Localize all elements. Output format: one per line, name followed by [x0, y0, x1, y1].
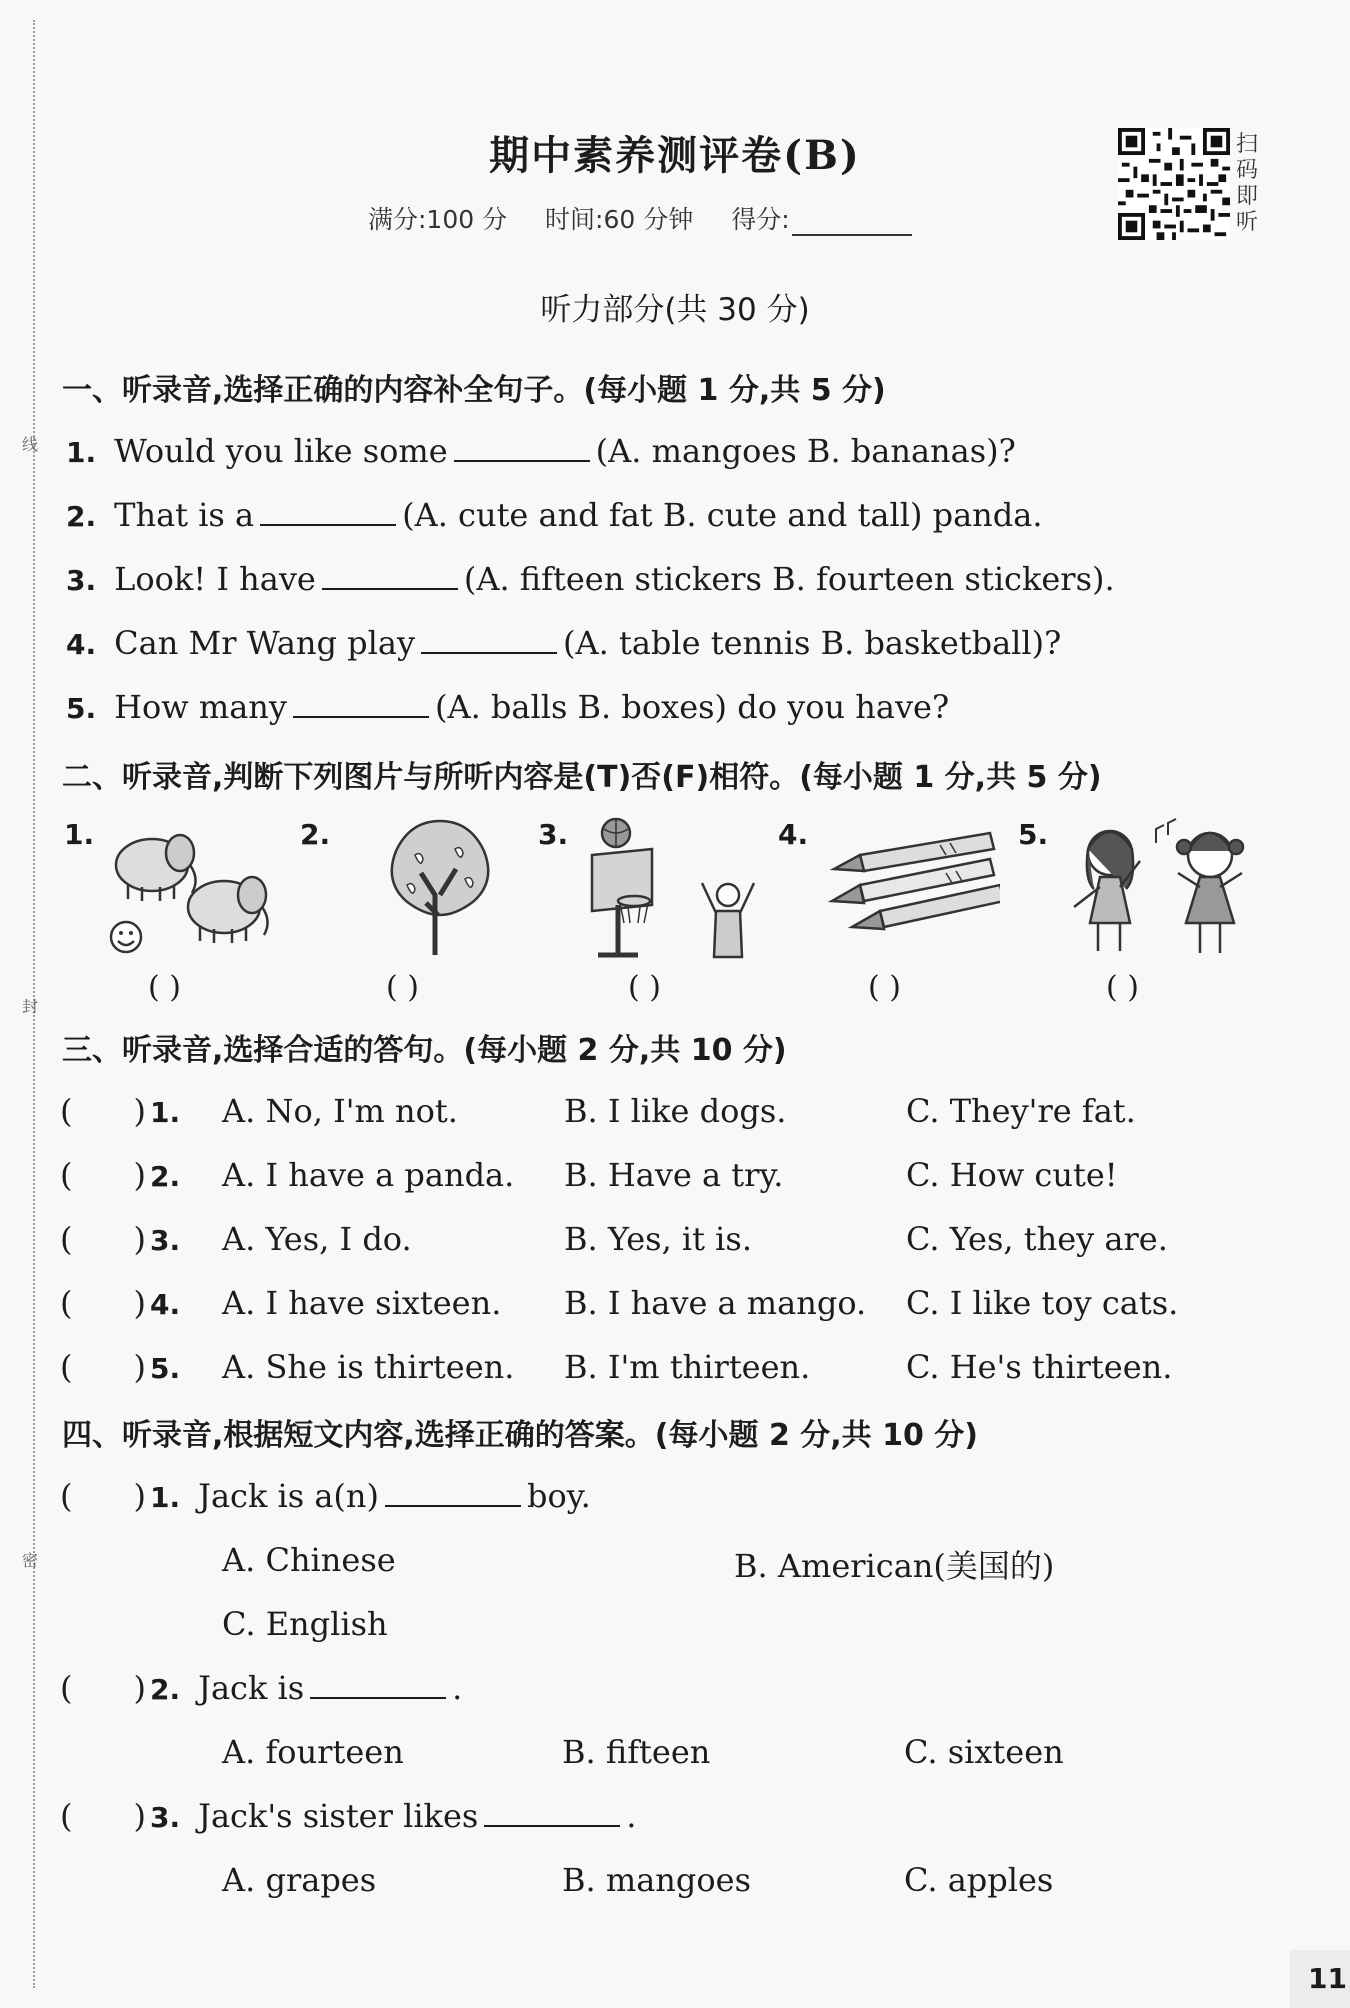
section1-item — [66, 560, 1115, 598]
section3-item — [60, 1092, 198, 1130]
item-number: 1. — [66, 436, 97, 469]
option-b: B. mangoes — [562, 1861, 751, 1899]
answer-paren[interactable]: ( ) — [60, 1797, 146, 1835]
qr-caption-char: 听 — [1236, 210, 1259, 235]
item-options: (A. cute and fat B. cute and tall) panda. — [402, 496, 1043, 534]
option-c: C. They're fat. — [906, 1092, 1136, 1130]
question-text: Jack is — [198, 1669, 305, 1707]
score-label: 得分: — [731, 205, 790, 234]
section1-item — [66, 496, 1043, 534]
item-options: (A. fifteen stickers B. fourteen stickers). — [463, 560, 1115, 598]
option-c: C. apples — [904, 1861, 1054, 1899]
item-text: Look! I have — [114, 560, 316, 598]
option-a: A. grapes — [222, 1861, 377, 1899]
item-options: (A. mangoes B. bananas)? — [595, 432, 1016, 470]
section4-question — [60, 1477, 591, 1515]
question-text-end: . — [452, 1669, 463, 1707]
option-a: A. I have sixteen. — [222, 1284, 502, 1322]
item-number: 2. — [66, 500, 97, 533]
answer-paren[interactable]: ( ) — [628, 970, 661, 1005]
answer-blank[interactable] — [484, 1797, 620, 1827]
answer-paren[interactable]: ( ) — [868, 970, 901, 1005]
option-b: B. I like dogs. — [564, 1092, 787, 1130]
item-number: 2. — [150, 1160, 181, 1193]
picture-number: 5. — [1018, 818, 1049, 851]
option-a: A. Chinese — [222, 1541, 396, 1579]
option-c: C. How cute! — [906, 1156, 1118, 1194]
item-text: That is a — [114, 496, 255, 534]
item-options: (A. balls B. boxes) do you have? — [434, 688, 950, 726]
section4-heading: 四、听录音,根据短文内容,选择正确的答案。(每小题 2 分,共 10 分) — [62, 1418, 979, 1453]
item-number: 1. — [150, 1481, 181, 1514]
answer-paren[interactable]: ( ) — [60, 1669, 146, 1707]
score-blank[interactable] — [792, 210, 912, 236]
option-c: C. English — [222, 1605, 388, 1643]
item-text: Can Mr Wang play — [114, 624, 416, 662]
item-number: 5. — [66, 692, 97, 725]
item-number: 3. — [150, 1224, 181, 1257]
answer-paren[interactable]: ( ) — [386, 970, 419, 1005]
section1-item — [66, 688, 949, 726]
option-a: A. Yes, I do. — [222, 1220, 412, 1258]
option-a: A. I have a panda. — [222, 1156, 515, 1194]
option-a: A. fourteen — [222, 1733, 404, 1771]
answer-paren[interactable]: ( ) — [148, 970, 181, 1005]
tree-icon — [385, 815, 495, 960]
option-b: B. American(美国的) — [734, 1547, 1055, 1585]
item-text: Would you like some — [114, 432, 448, 470]
question-text-end: . — [626, 1797, 637, 1835]
picture-number: 1. — [64, 818, 95, 851]
option-a: A. No, I'm not. — [222, 1092, 458, 1130]
question-text: Jack's sister likes — [198, 1797, 479, 1835]
answer-paren[interactable]: ( ) — [60, 1092, 146, 1130]
answer-paren[interactable]: ( ) — [60, 1156, 146, 1194]
option-a: A. She is thirteen. — [222, 1348, 515, 1386]
option-b: B. Yes, it is. — [564, 1220, 752, 1258]
section4-question — [60, 1797, 636, 1835]
qr-caption — [1236, 132, 1264, 236]
option-b: B. I'm thirteen. — [564, 1348, 811, 1386]
picture-number: 4. — [778, 818, 809, 851]
crayons-icon — [820, 815, 1000, 935]
elephants-icon — [104, 815, 284, 960]
answer-blank[interactable] — [385, 1477, 521, 1507]
section3-heading: 三、听录音,选择合适的答句。(每小题 2 分,共 10 分) — [62, 1033, 787, 1068]
section1-item — [66, 624, 1061, 662]
option-b: B. fifteen — [562, 1733, 711, 1771]
answer-paren[interactable]: ( ) — [60, 1284, 146, 1322]
section1-item — [66, 432, 1016, 470]
girls-singing-icon — [1060, 815, 1250, 965]
item-number: 4. — [66, 628, 97, 661]
answer-blank[interactable] — [454, 432, 590, 462]
answer-paren[interactable]: ( ) — [60, 1348, 146, 1386]
item-text: How many — [114, 688, 287, 726]
exam-time: 时间:60 分钟 — [545, 205, 694, 234]
option-c: C. He's thirteen. — [906, 1348, 1173, 1386]
qr-caption-char: 即 — [1236, 184, 1259, 209]
section4-question — [60, 1669, 462, 1707]
picture-number: 2. — [300, 818, 331, 851]
section3-item — [60, 1156, 198, 1194]
answer-paren[interactable]: ( ) — [60, 1220, 146, 1258]
question-text-end: boy. — [527, 1477, 591, 1515]
option-b: B. I have a mango. — [564, 1284, 867, 1322]
item-number: 3. — [66, 564, 97, 597]
section3-item — [60, 1284, 198, 1322]
item-number: 5. — [150, 1352, 181, 1385]
page-title: 期中素养测评卷(B) — [489, 132, 861, 179]
item-options: (A. table tennis B. basketball)? — [563, 624, 1062, 662]
item-number: 1. — [150, 1096, 181, 1129]
section3-item — [60, 1220, 198, 1258]
qr-code-icon[interactable] — [1118, 128, 1230, 240]
item-number: 4. — [150, 1288, 181, 1321]
basketball-hoop-icon — [578, 815, 768, 965]
exam-meta — [368, 200, 942, 236]
answer-blank[interactable] — [310, 1669, 446, 1699]
listening-part-title: 听力部分(共 30 分) — [540, 292, 810, 328]
qr-caption-char: 码 — [1236, 158, 1259, 183]
answer-blank[interactable] — [293, 688, 429, 718]
question-text: Jack is a(n) — [198, 1477, 379, 1515]
margin-mark-seal: 封 — [22, 997, 39, 1016]
option-b: B. Have a try. — [564, 1156, 784, 1194]
option-c: C. sixteen — [904, 1733, 1064, 1771]
item-number: 3. — [150, 1801, 181, 1834]
section3-item — [60, 1348, 198, 1386]
option-c: C. I like toy cats. — [906, 1284, 1179, 1322]
section1-heading: 一、听录音,选择正确的内容补全句子。(每小题 1 分,共 5 分) — [62, 373, 886, 408]
page-number: 11 — [1308, 1962, 1347, 1995]
option-c: C. Yes, they are. — [906, 1220, 1168, 1258]
answer-blank[interactable] — [421, 624, 557, 654]
full-score: 满分:100 分 — [368, 205, 508, 234]
answer-paren[interactable]: ( ) — [1106, 970, 1139, 1005]
qr-caption-char: 扫 — [1236, 132, 1259, 157]
margin-mark-secret: 密 — [22, 1551, 39, 1570]
section2-heading: 二、听录音,判断下列图片与所听内容是(T)否(F)相符。(每小题 1 分,共 5 分) — [62, 760, 1102, 795]
margin-mark-line: 线 — [22, 435, 39, 454]
answer-blank[interactable] — [260, 496, 396, 526]
answer-blank[interactable] — [322, 560, 458, 590]
picture-number: 3. — [538, 818, 569, 851]
item-number: 2. — [150, 1673, 181, 1706]
answer-paren[interactable]: ( ) — [60, 1477, 146, 1515]
